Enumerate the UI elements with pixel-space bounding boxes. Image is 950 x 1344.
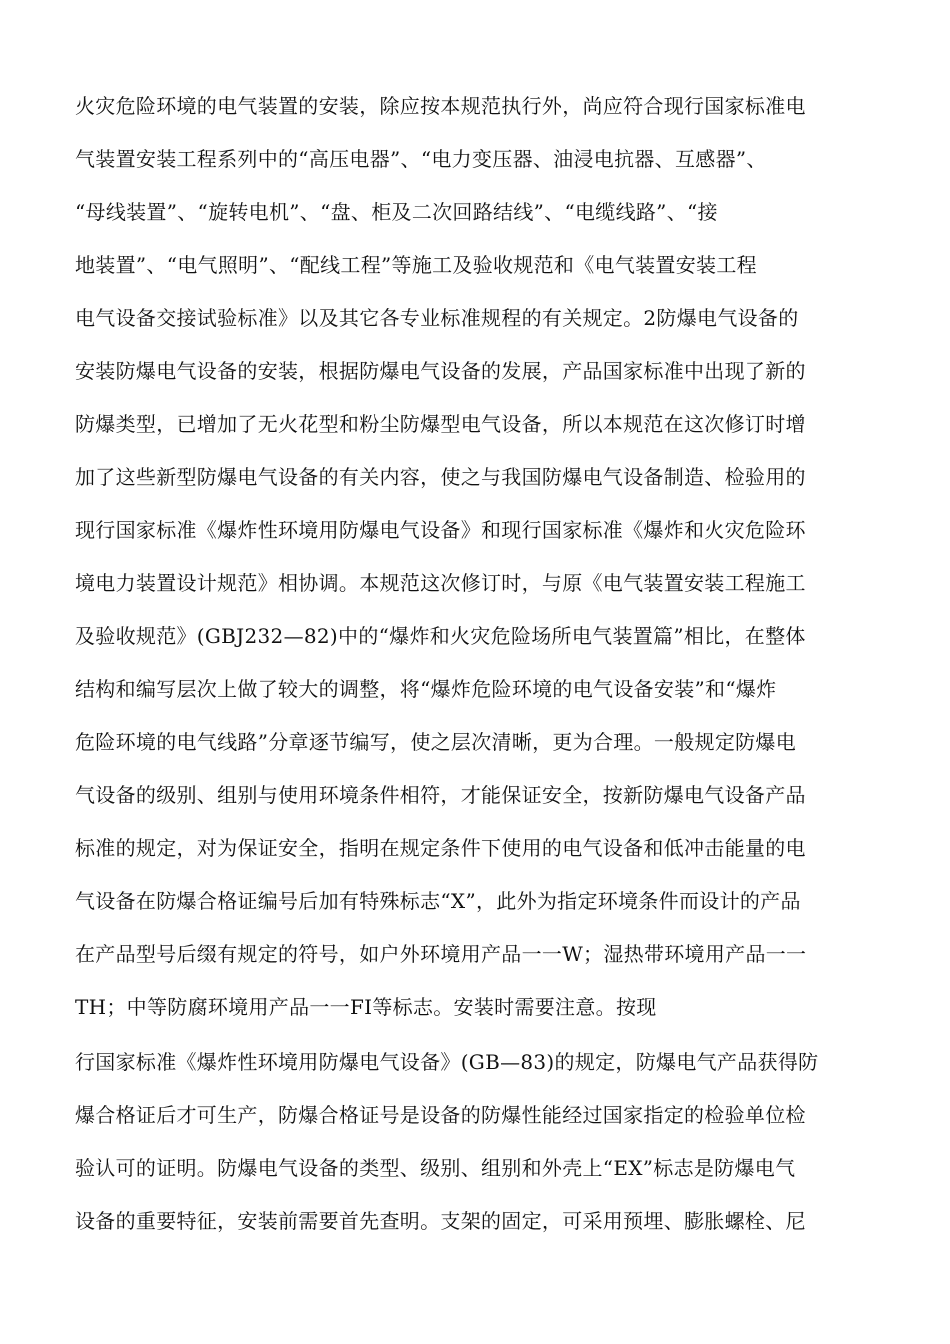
text-line: 现行国家标准《爆炸性环境用防爆电气设备》和现行国家标准《爆炸和火灾危险环: [75, 518, 806, 542]
text-line: “母线装置”、“旋转电机”、“盘、柜及二次回路结线”、“电缆线路”、“接: [75, 200, 718, 224]
text-line: 设备的重要特征，安装前需要首先查明。支架的固定，可采用预埋、膨胀螺栓、尼: [75, 1209, 806, 1233]
text-line: 危险环境的电气线路”分章逐节编写，使之层次清晰，更为合理。一般规定防爆电: [75, 730, 797, 754]
text-line: 及验收规范》(GBJ232—82)中的“爆炸和火灾危险场所电气装置篇”相比，在整体: [75, 624, 806, 648]
text-line: 验认可的证明。防爆电气设备的类型、级别、组别和外壳上“EX”标志是防爆电气: [75, 1156, 796, 1180]
text-line: TH；中等防腐环境用产品一一FI等标志。安装时需要注意。按现: [75, 995, 657, 1019]
text-line: 电气设备交接试验标准》以及其它各专业标准规程的有关规定。2防爆电气设备的: [75, 306, 799, 330]
text-line: 结构和编写层次上做了较大的调整，将“爆炸危险环境的电气设备安装”和“爆炸: [75, 677, 777, 701]
text-line: 气设备的级别、组别与使用环境条件相符，才能保证安全，按新防爆电气设备产品: [75, 783, 806, 807]
text-line: 爆合格证后才可生产，防爆合格证号是设备的防爆性能经过国家指定的检验单位检: [75, 1103, 806, 1127]
text-line: 安装防爆电气设备的安装，根据防爆电气设备的发展，产品国家标准中出现了新的: [75, 359, 806, 383]
paragraph-2: [75, 1036, 875, 1248]
text-line: 在产品型号后缀有规定的符号，如户外环境用产品一一W；湿热带环境用产品一一: [75, 942, 807, 966]
text-line: 火灾危险环境的电气装置的安装，除应按本规范执行外，尚应符合现行国家标准电: [75, 94, 806, 118]
text-line: 地装置”、“电气照明”、“配线工程”等施工及验收规范和《电气装置安装工程: [75, 253, 757, 277]
text-line: 气设备在防爆合格证编号后加有特殊标志“X”，此外为指定环境条件而设计的产品: [75, 889, 801, 913]
text-line: 境电力装置设计规范》相协调。本规范这次修订时，与原《电气装置安装工程施工: [75, 571, 806, 595]
text-line: 加了这些新型防爆电气设备的有关内容，使之与我国防爆电气设备制造、检验用的: [75, 465, 806, 489]
text-line: 标准的规定，对为保证安全，指明在规定条件下使用的电气设备和低冲击能量的电: [75, 836, 806, 860]
text-line: 防爆类型，已增加了无火花型和粉尘防爆型电气设备，所以本规范在这次修订时增: [75, 412, 806, 436]
text-line: 气装置安装工程系列中的“高压电器”、“电力变压器、油浸电抗器、互感器”、: [75, 147, 767, 171]
text-line: 行国家标准《爆炸性环境用防爆电气设备》(GB—83)的规定，防爆电气产品获得防: [75, 1050, 819, 1074]
paragraph-1: [75, 80, 875, 1034]
